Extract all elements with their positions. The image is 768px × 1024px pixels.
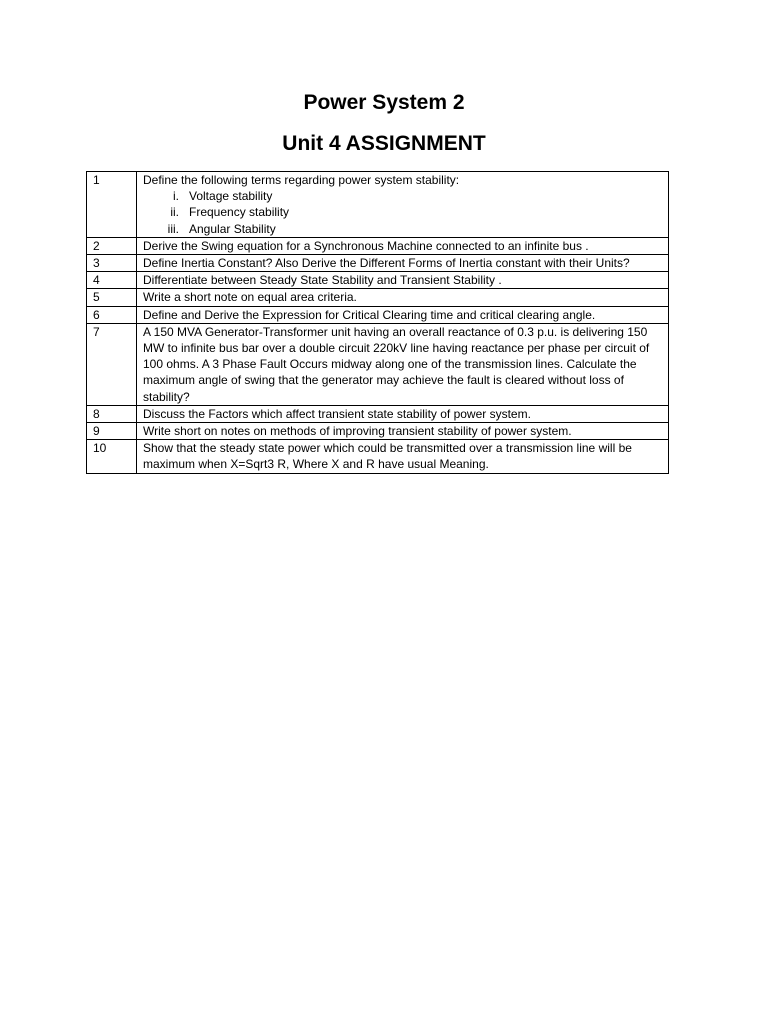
question-text: Define and Derive the Expression for Critical Clearing time and critical clearing angle. (137, 306, 669, 323)
question-number: 6 (87, 306, 137, 323)
table-row (87, 237, 669, 254)
question-text: Discuss the Factors which affect transient state stability of power system. (137, 405, 669, 422)
question-number: 2 (87, 237, 137, 254)
question-number: 8 (87, 405, 137, 422)
question-text: Show that the steady state power which could be transmitted over a transmission line will be maximum when X=Sqrt3 R, Where X and R have usual Meaning. (137, 440, 669, 473)
list-item (143, 221, 663, 237)
question-text: Write a short note on equal area criteria. (137, 289, 669, 306)
question-number: 9 (87, 423, 137, 440)
assignment-table (86, 171, 669, 474)
table-row (87, 306, 669, 323)
question-number: 7 (87, 323, 137, 405)
list-item-text: Voltage stability (189, 189, 273, 204)
table-row (87, 272, 669, 289)
table-row (87, 172, 669, 238)
question-number: 1 (87, 172, 137, 238)
list-marker: iii. (167, 221, 179, 236)
table-row (87, 255, 669, 272)
list-marker: ii. (170, 205, 179, 220)
list-item-text: Angular Stability (189, 221, 276, 236)
list-item-text: Frequency stability (189, 205, 290, 220)
table-row (87, 405, 669, 422)
question-text: Derive the Swing equation for a Synchronous Machine connected to an infinite bus . (137, 237, 669, 254)
question-text: Differentiate between Steady State Stability and Transient Stability . (137, 272, 669, 289)
list-item (143, 204, 663, 220)
question-number: 10 (87, 440, 137, 473)
document-subtitle: Unit 4 ASSIGNMENT (282, 132, 486, 155)
question-text: Write short on notes on methods of improving transient stability of power system. (137, 423, 669, 440)
question-text: Define the following terms regarding power system stability: (143, 173, 460, 187)
list-item (143, 188, 663, 204)
question-number: 3 (87, 255, 137, 272)
document-title: Power System 2 (303, 91, 465, 114)
question-cell (137, 172, 669, 238)
table-row (87, 323, 669, 405)
question-text: Define Inertia Constant? Also Derive the Different Forms of Inertia constant with their Units? (137, 255, 669, 272)
table-row (87, 440, 669, 473)
question-number: 4 (87, 272, 137, 289)
question-text: A 150 MVA Generator-Transformer unit having an overall reactance of 0.3 p.u. is delivering 150 MW to infinite bus bar over a double circuit 220kV line having reactance per phase per circuit of 100 ohms. A 3 Phase Fault Occurs midway along one of the transmission lines. Calculate the maximum angle of swing that the generator may achieve the fault is cleared without loss of stability? (137, 323, 669, 405)
table-row (87, 289, 669, 306)
question-number: 5 (87, 289, 137, 306)
table-row (87, 423, 669, 440)
list-marker: i. (173, 189, 179, 204)
sub-item-list (143, 188, 663, 237)
